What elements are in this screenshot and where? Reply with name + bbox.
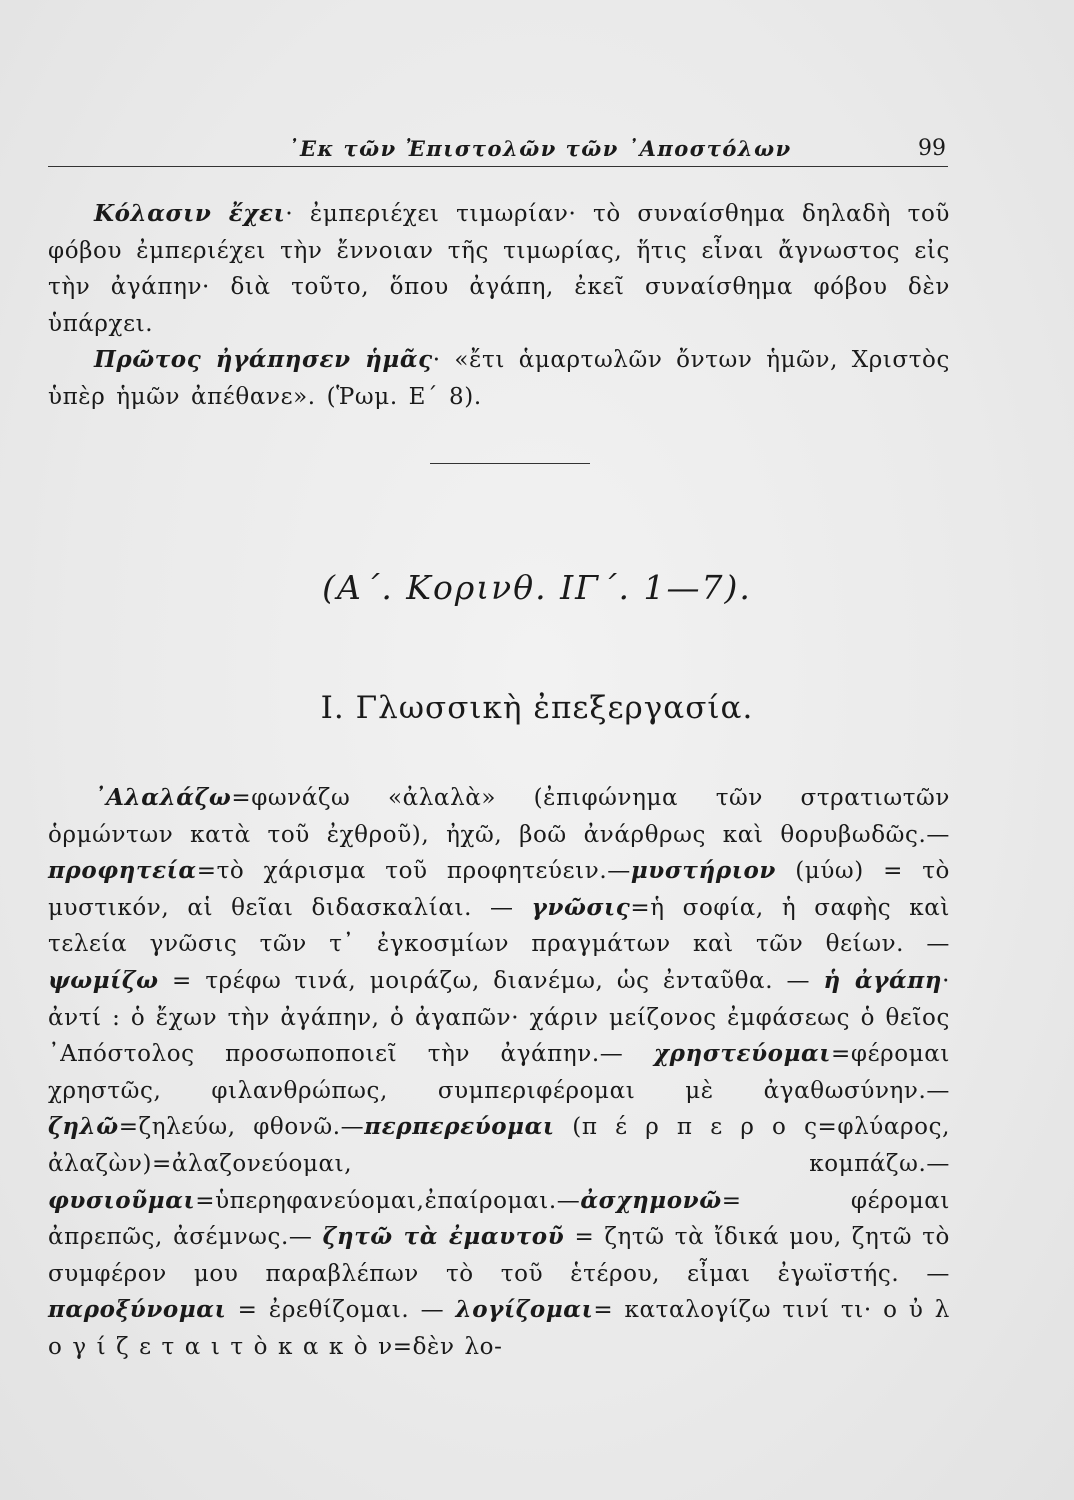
- glossary-definition: = ζητῶ τὰ ἴδικά μου, ζητῶ τὸ συμφέρον μου παραβλέπων τὸ τοῦ ἑτέρου, εἶμαι ἐγωϊστής. —: [48, 1224, 950, 1287]
- glossary-term: προφητεία: [48, 857, 197, 885]
- glossary-term: γνῶσις: [531, 893, 631, 921]
- paragraph-kolasin: [48, 196, 950, 342]
- section-heading: Ι. Γλωσσικὴ ἐπεξεργασία.: [320, 690, 754, 726]
- glossary-definition: · ἀντί : ὁ ἔχων τὴν ἀγάπην, ὁ ἀγαπῶν· χάριν μείζονος ἐμφάσεως ὁ θεῖος ᾿Απόστολος προσωποποιεῖ τὴν ἀγάπην.—: [48, 967, 950, 1068]
- glossary-definition: =ὑπερηφανεύομαι,ἐπαίρομαι.—: [195, 1187, 581, 1214]
- glossary-definition: =ἡ σοφία, ἡ σαφὴς καὶ τελεία γνῶσις τῶν τ᾿ ἐγκοσμίων πραγμάτων καὶ τῶν θείων. —: [48, 894, 950, 958]
- running-header: [48, 132, 948, 167]
- glossary-definition: = καταλογίζω τινί τι· ο ὐ λ ο γ ί ζ ε τ α ι τ ὸ κ α κ ὸ ν=δὲν λο-: [48, 1297, 950, 1360]
- glossary-term: φυσιοῦμαι: [48, 1186, 196, 1214]
- glossary-term: ψωμίζω: [48, 966, 159, 994]
- glossary-term: χρηστεύομαι: [653, 1040, 832, 1068]
- glossary-definition: =ζηλεύω, φθονῶ.—: [118, 1114, 365, 1141]
- section-divider: [430, 463, 590, 464]
- glossary-definition: = ἐρεθίζομαι. —: [226, 1297, 456, 1324]
- glossary-definition: (π έ ρ π ε ρ ο ς=φλύαρος, ἀλαζὼν)=ἀλαζονεύομαι, κομπάζω.—: [48, 1114, 950, 1177]
- glossary-term: παροξύνομαι: [48, 1296, 227, 1324]
- glossary-term: ἡ ἀγάπη: [823, 966, 943, 994]
- glossary-definition: =φωνάζω «ἀλαλὰ» (ἐπιφώνημα τῶν στρατιωτῶν ὁρμώντων κατὰ τοῦ ἐχθροῦ), ἠχῶ, βοῶ ἀνάρθρως καὶ θορυβωδῶς.—: [48, 785, 950, 848]
- page-number: 99: [918, 136, 946, 161]
- glossary-definition: =φέρομαι χρηστῶς, φιλανθρώπως, συμπεριφέρομαι μὲ ἀγαθωσύνην.—: [48, 1041, 950, 1104]
- glossary-term: ζηλῶ: [48, 1113, 119, 1141]
- glossary-term: μυστήριον: [630, 857, 776, 885]
- glossary-definition: = φέρομαι ἀπρεπῶς, ἀσέμνως.—: [48, 1187, 950, 1251]
- glossary-term: ἀσχημονῶ: [580, 1186, 722, 1214]
- glossary-term: περπερεύομαι: [364, 1113, 555, 1141]
- paragraph-protos: [48, 342, 950, 415]
- section-reference: (Α΄. Κορινθ. ΙΓ΄. 1—7).: [322, 568, 752, 607]
- glossary-term: λογίζομαι: [455, 1296, 594, 1324]
- paragraph-protos-text: · «ἔτι ἁμαρτωλῶν ὄντων ἡμῶν, Χριστὸς ὑπὲρ ἡμῶν ἀπέθανε». (Ῥωμ. Ε΄ 8).: [48, 347, 950, 410]
- glossary-definition: =τὸ χάρισμα τοῦ προφητεύειν.—: [196, 858, 631, 885]
- glossary-definition: (μύω) = τὸ μυστικόν, αἱ θεῖαι διδασκαλίαι. —: [48, 858, 950, 921]
- running-title: ᾿Εκ τῶν Ἐπιστολῶν τῶν ᾿Αποστόλων: [288, 136, 792, 161]
- glossary-definition: = τρέφω τινά, μοιράζω, διανέμω, ὡς ἐνταῦθα. —: [158, 967, 824, 994]
- paragraph-kolasin-text: · ἐμπεριέχει τιμωρίαν· τὸ συναίσθημα δηλαδὴ τοῦ φόβου ἐμπεριέχει τὴν ἔννοιαν τῆς τιμωρίας, ἥτις εἶναι ἄγνωστος εἰς τὴν ἀγάπην· διὰ τοῦτο, ὅπου ἀγάπη, ἐκεῖ συναίσθημα φόβου δὲν ὑπάρχει.: [48, 201, 950, 337]
- glossary-paragraph: [48, 780, 950, 1366]
- term-kolasin: Κόλασιν ἔχει: [94, 200, 286, 227]
- term-protos: Πρῶτος ἠγάπησεν ἡμᾶς: [94, 346, 433, 373]
- glossary-term: ᾿Αλαλάζω: [94, 784, 232, 811]
- glossary-term: ζητῶ τὰ ἐμαυτοῦ: [322, 1223, 565, 1251]
